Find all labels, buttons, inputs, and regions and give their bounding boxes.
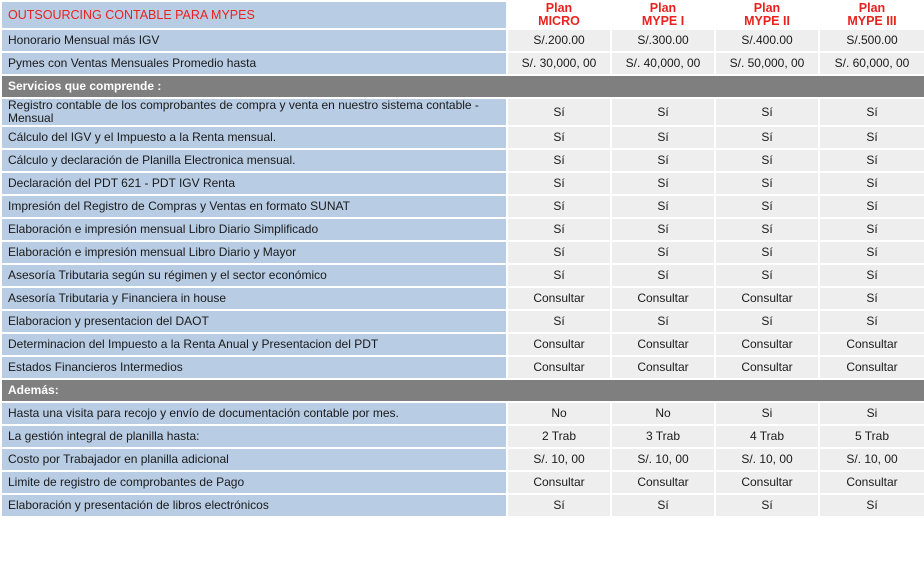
row-value: Sí <box>715 126 819 149</box>
row-label: Asesoría Tributaria y Financiera in house <box>1 287 507 310</box>
row-label: Declaración del PDT 621 - PDT IGV Renta <box>1 172 507 195</box>
table-row <box>1 52 924 75</box>
row-value: Consultar <box>715 287 819 310</box>
row-value: Sí <box>819 195 924 218</box>
row-label: Limite de registro de comprobantes de Pago <box>1 471 507 494</box>
table-row <box>1 471 924 494</box>
plan-name: MYPE I <box>641 14 685 28</box>
table-row <box>1 333 924 356</box>
row-value: S/. 40,000, 00 <box>611 52 715 75</box>
row-label: Cálculo y declaración de Planilla Electronica mensual. <box>1 149 507 172</box>
row-value: Si <box>715 402 819 425</box>
table-row <box>1 310 924 333</box>
row-value: Sí <box>507 172 611 195</box>
row-value: Consultar <box>819 471 924 494</box>
row-label: Asesoría Tributaria según su régimen y el sector económico <box>1 264 507 287</box>
table-row <box>1 264 924 287</box>
row-value: 3 Trab <box>611 425 715 448</box>
row-label: Honorario Mensual más IGV <box>1 29 507 52</box>
plan-word: Plan <box>858 1 886 15</box>
row-value: No <box>611 402 715 425</box>
row-value: Sí <box>819 218 924 241</box>
plan-name: MICRO <box>538 14 580 28</box>
row-value: Sí <box>715 310 819 333</box>
row-value: Consultar <box>715 333 819 356</box>
row-value: 4 Trab <box>715 425 819 448</box>
header-row <box>1 1 924 29</box>
row-value: Sí <box>507 126 611 149</box>
row-value: No <box>507 402 611 425</box>
row-value: Consultar <box>507 471 611 494</box>
row-value: Sí <box>819 172 924 195</box>
row-label: Elaboracion y presentacion del DAOT <box>1 310 507 333</box>
row-value: Sí <box>819 98 924 126</box>
row-value: Sí <box>819 287 924 310</box>
row-value: S/. 50,000, 00 <box>715 52 819 75</box>
row-label: Hasta una visita para recojo y envío de documentación contable por mes. <box>1 402 507 425</box>
row-value: S/. 60,000, 00 <box>819 52 924 75</box>
row-value: Consultar <box>507 287 611 310</box>
section-extras-header: Además: <box>1 379 924 402</box>
row-value: Sí <box>715 241 819 264</box>
row-value: Sí <box>715 172 819 195</box>
table-row <box>1 98 924 126</box>
plan-header-mype-iii <box>819 1 924 29</box>
table-row <box>1 172 924 195</box>
row-value: Sí <box>715 494 819 517</box>
row-label: Cálculo del IGV y el Impuesto a la Renta mensual. <box>1 126 507 149</box>
table-row <box>1 149 924 172</box>
section-services-header: Servicios que comprende : <box>1 75 924 98</box>
pricing-table-body <box>1 1 924 517</box>
plan-header-mype-ii <box>715 1 819 29</box>
row-value: Sí <box>507 98 611 126</box>
table-row <box>1 402 924 425</box>
row-value: Sí <box>611 126 715 149</box>
table-row <box>1 241 924 264</box>
row-value: S/. 10, 00 <box>507 448 611 471</box>
row-value: Consultar <box>611 356 715 379</box>
row-value: Sí <box>507 264 611 287</box>
row-value: Consultar <box>611 471 715 494</box>
table-row <box>1 494 924 517</box>
row-value: Sí <box>715 264 819 287</box>
row-value: S/.200.00 <box>507 29 611 52</box>
row-label: La gestión integral de planilla hasta: <box>1 425 507 448</box>
row-value: Sí <box>611 310 715 333</box>
row-value: Sí <box>507 218 611 241</box>
row-label: Impresión del Registro de Compras y Ventas en formato SUNAT <box>1 195 507 218</box>
table-row <box>1 218 924 241</box>
row-label: Elaboración e impresión mensual Libro Diario y Mayor <box>1 241 507 264</box>
row-value: Sí <box>507 494 611 517</box>
plan-word: Plan <box>649 1 677 15</box>
table-row <box>1 425 924 448</box>
row-value: Consultar <box>507 356 611 379</box>
row-value: Sí <box>507 149 611 172</box>
row-value: Sí <box>715 195 819 218</box>
row-label: Pymes con Ventas Mensuales Promedio hasta <box>1 52 507 75</box>
row-value: Sí <box>611 494 715 517</box>
row-label: Registro contable de los comprobantes de compra y venta en nuestro sistema contable - Mensual <box>1 98 507 126</box>
row-value: Consultar <box>819 333 924 356</box>
row-value: Sí <box>819 264 924 287</box>
plan-word: Plan <box>753 1 781 15</box>
table-title: OUTSOURCING CONTABLE PARA MYPES <box>1 1 507 29</box>
row-value: Sí <box>611 218 715 241</box>
row-value: Sí <box>715 218 819 241</box>
row-value: S/. 10, 00 <box>611 448 715 471</box>
section-services-row <box>1 75 924 98</box>
row-value: S/.500.00 <box>819 29 924 52</box>
row-value: S/. 30,000, 00 <box>507 52 611 75</box>
row-label: Elaboración e impresión mensual Libro Diario Simplificado <box>1 218 507 241</box>
row-value: S/. 10, 00 <box>819 448 924 471</box>
plan-word: Plan <box>545 1 573 15</box>
row-value: Sí <box>715 98 819 126</box>
row-value: Consultar <box>715 356 819 379</box>
row-value: Consultar <box>819 356 924 379</box>
row-value: Sí <box>819 149 924 172</box>
row-value: Sí <box>611 149 715 172</box>
row-label: Elaboración y presentación de libros electrónicos <box>1 494 507 517</box>
row-value: Sí <box>715 149 819 172</box>
row-value: Si <box>819 402 924 425</box>
row-value: Sí <box>611 195 715 218</box>
plan-name: MYPE III <box>847 14 897 28</box>
table-row <box>1 356 924 379</box>
row-value: Sí <box>611 241 715 264</box>
row-value: 2 Trab <box>507 425 611 448</box>
table-row <box>1 126 924 149</box>
row-label: Estados Financieros Intermedios <box>1 356 507 379</box>
row-value: Sí <box>819 494 924 517</box>
row-value: Consultar <box>715 471 819 494</box>
row-value: S/.400.00 <box>715 29 819 52</box>
row-value: Consultar <box>507 333 611 356</box>
row-value: Sí <box>507 310 611 333</box>
table-row <box>1 29 924 52</box>
row-value: 5 Trab <box>819 425 924 448</box>
table-row <box>1 448 924 471</box>
row-value: Sí <box>819 310 924 333</box>
row-value: Consultar <box>611 287 715 310</box>
plan-header-micro <box>507 1 611 29</box>
table-row <box>1 287 924 310</box>
row-value: Sí <box>611 172 715 195</box>
row-value: S/. 10, 00 <box>715 448 819 471</box>
row-label: Costo por Trabajador en planilla adicional <box>1 448 507 471</box>
plan-header-mype-i <box>611 1 715 29</box>
table-row <box>1 195 924 218</box>
row-value: Sí <box>507 241 611 264</box>
row-value: S/.300.00 <box>611 29 715 52</box>
row-value: Consultar <box>611 333 715 356</box>
row-value: Sí <box>611 98 715 126</box>
row-value: Sí <box>819 126 924 149</box>
row-value: Sí <box>819 241 924 264</box>
section-extras-row <box>1 379 924 402</box>
plan-name: MYPE II <box>744 14 790 28</box>
row-label: Determinacion del Impuesto a la Renta Anual y Presentacion del PDT <box>1 333 507 356</box>
row-value: Sí <box>507 195 611 218</box>
row-value: Sí <box>611 264 715 287</box>
